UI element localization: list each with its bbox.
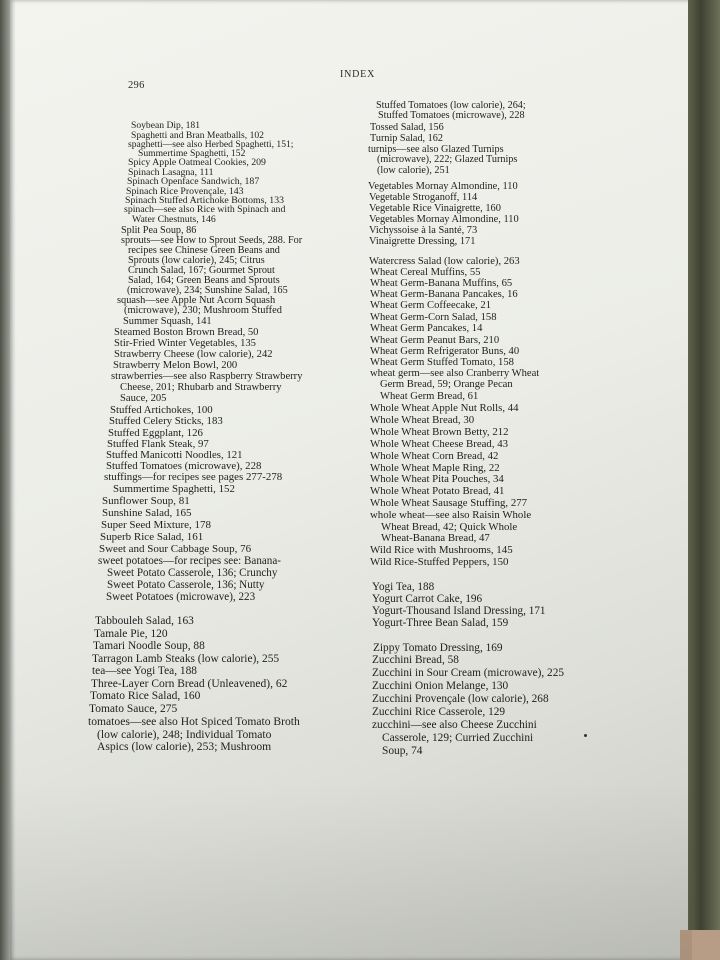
- index-entry: Wheat Cereal Muffins, 55: [370, 267, 481, 278]
- index-entry: Vegetable Stroganoff, 114: [369, 192, 478, 203]
- index-entry: Stuffed Manicotti Noodles, 121: [106, 449, 243, 461]
- index-entry: Spinach Lasagna, 111: [128, 167, 214, 178]
- index-entry: Superb Rice Salad, 161: [100, 531, 204, 543]
- index-entry: sprouts—see How to Sprout Seeds, 288. For: [121, 235, 303, 246]
- index-entry: Spinach Openface Sandwich, 187: [127, 176, 260, 187]
- index-entry: Wheat Germ Peanut Bars, 210: [370, 335, 500, 346]
- index-entry: Cheese, 201; Rhubarb and Strawberry: [120, 382, 282, 393]
- index-entry: Spicy Apple Oatmeal Cookies, 209: [128, 157, 266, 168]
- index-entry: Vegetables Mornay Almondine, 110: [369, 214, 519, 225]
- index-entry: stuffings—for recipes see pages 277-278: [104, 471, 283, 483]
- index-entry: tea—see Yogi Tea, 188: [92, 665, 197, 677]
- index-entry: Zucchini Onion Melange, 130: [372, 680, 509, 692]
- index-entry: Stuffed Tomatoes (microwave), 228: [106, 460, 262, 472]
- index-entry: Casserole, 129; Curried Zucchini: [382, 732, 534, 744]
- index-entry: Whole Wheat Sausage Stuffing, 277: [370, 497, 528, 509]
- index-entry: strawberries—see also Raspberry Strawberry: [111, 371, 303, 382]
- index-entry: Sprouts (low calorie), 245; Citrus: [128, 255, 265, 266]
- index-entry: Spinach Stuffed Artichoke Bottoms, 133: [125, 195, 285, 206]
- index-entry: Zippy Tomato Dressing, 169: [373, 642, 503, 654]
- index-entry: Stuffed Artichokes, 100: [110, 404, 213, 416]
- index-entry: Strawberry Melon Bowl, 200: [113, 360, 238, 371]
- index-entry: Spinach Rice Provençale, 143: [126, 186, 244, 197]
- index-entry: Summer Squash, 141: [123, 316, 212, 327]
- index-entry: (low calorie), 248; Individual Tomato: [97, 728, 272, 741]
- index-entry: zucchini—see also Cheese Zucchini: [372, 719, 537, 731]
- index-entry: Vegetable Rice Vinaigrette, 160: [369, 203, 501, 214]
- index-entry: Whole Wheat Apple Nut Rolls, 44: [370, 402, 519, 414]
- index-entry: Watercress Salad (low calorie), 263: [369, 256, 520, 267]
- index-entry: Whole Wheat Corn Bread, 42: [370, 450, 499, 462]
- index-entry: Tabbouleh Salad, 163: [95, 615, 194, 627]
- index-entry: Whole Wheat Maple Ring, 22: [370, 462, 500, 474]
- index-entry: Whole Wheat Bread, 30: [370, 414, 475, 426]
- index-entry: Stuffed Celery Sticks, 183: [109, 415, 223, 427]
- index-entry: Soup, 74: [382, 745, 423, 757]
- index-entry: squash—see Apple Nut Acorn Squash: [117, 295, 276, 306]
- book-right-edge: [688, 0, 720, 960]
- index-entry: Wheat Germ-Banana Muffins, 65: [370, 278, 513, 289]
- index-entry: Vinaigrette Dressing, 171: [369, 236, 476, 247]
- running-head: INDEX: [340, 69, 376, 80]
- index-entry: tomatoes—see also Hot Spiced Tomato Broth: [88, 715, 300, 728]
- index-entry: Tomato Rice Salad, 160: [90, 690, 201, 702]
- finger-shadow: [680, 930, 720, 960]
- index-entry: Tamari Noodle Soup, 88: [93, 640, 205, 652]
- index-entry: Sunshine Salad, 165: [102, 507, 192, 519]
- index-entry: (microwave), 234; Sunshine Salad, 165: [127, 285, 288, 296]
- index-entry: Strawberry Cheese (low calorie), 242: [114, 349, 273, 360]
- index-entry: Wheat Germ-Corn Salad, 158: [370, 312, 497, 323]
- index-entry: Tarragon Lamb Steaks (low calorie), 255: [92, 653, 280, 665]
- index-entry: Yogurt-Three Bean Salad, 159: [372, 617, 509, 629]
- index-entry: Tamale Pie, 120: [94, 628, 168, 640]
- index-entry: Summertime Spaghetti, 152: [113, 483, 235, 495]
- index-entry: Tomato Sauce, 275: [89, 703, 178, 715]
- index-entry: Steamed Boston Brown Bread, 50: [114, 327, 259, 338]
- index-entry: Salad, 164; Green Beans and Sprouts: [128, 275, 280, 286]
- index-entry: Sauce, 205: [120, 393, 167, 404]
- index-entry: Wild Rice-Stuffed Peppers, 150: [370, 556, 509, 568]
- index-entry: Soybean Dip, 181: [131, 120, 201, 131]
- ink-speck: [584, 734, 587, 737]
- index-entry: Aspics (low calorie), 253; Mushroom: [97, 740, 272, 753]
- index-entry: spinach—see also Rice with Spinach and: [124, 204, 286, 215]
- index-entry: Whole Wheat Cheese Bread, 43: [370, 438, 509, 450]
- index-entry: Zucchini in Sour Cream (microwave), 225: [372, 667, 564, 679]
- index-entry: (microwave), 222; Glazed Turnips: [377, 154, 518, 165]
- index-entry: Spaghetti and Bran Meatballs, 102: [131, 130, 264, 141]
- index-entry: Yogi Tea, 188: [372, 581, 435, 593]
- index-entry: Stuffed Tomatoes (low calorie), 264;: [376, 100, 526, 111]
- index-entry: Sweet Potato Casserole, 136; Crunchy: [107, 567, 278, 579]
- index-entry: Wheat Germ Bread, 61: [380, 391, 479, 402]
- index-entry: Germ Bread, 59; Orange Pecan: [380, 379, 513, 390]
- index-entry: Whole Wheat Potato Bread, 41: [370, 485, 505, 497]
- index-entry: Water Chestnuts, 146: [132, 214, 216, 225]
- index-entry: Wheat-Banana Bread, 47: [381, 532, 490, 544]
- index-entry: Sweet and Sour Cabbage Soup, 76: [99, 543, 252, 555]
- index-entry: recipes see Chinese Green Beans and: [128, 245, 280, 256]
- index-entry: Whole Wheat Pita Pouches, 34: [370, 473, 504, 485]
- index-entry: Super Seed Mixture, 178: [101, 519, 211, 531]
- index-entry: Three-Layer Corn Bread (Unleavened), 62: [91, 678, 288, 690]
- index-entry: Wheat Germ Stuffed Tomato, 158: [370, 357, 514, 368]
- index-entry: Tossed Salad, 156: [370, 122, 444, 133]
- page-number: 296: [128, 80, 145, 91]
- index-entry: (microwave), 230; Mushroom Stuffed: [124, 305, 282, 316]
- index-entry: Wheat Germ Coffeecake, 21: [370, 300, 491, 311]
- index-entry: Wheat Germ Pancakes, 14: [370, 323, 483, 334]
- index-entry: Sweet Potato Casserole, 136; Nutty: [107, 579, 265, 591]
- index-entry: Whole Wheat Brown Betty, 212: [370, 426, 509, 438]
- index-entry: Split Pea Soup, 86: [121, 225, 197, 236]
- index-entry: Crunch Salad, 167; Gourmet Sprout: [128, 265, 275, 276]
- index-entry: Stuffed Flank Steak, 97: [107, 438, 209, 450]
- index-entry: Sweet Potatoes (microwave), 223: [106, 591, 256, 603]
- index-entry: turnips—see also Glazed Turnips: [368, 144, 504, 155]
- index-entry: sweet potatoes—for recipes see: Banana-: [98, 555, 281, 567]
- index-entry: Vegetables Mornay Almondine, 110: [368, 181, 518, 192]
- index-entry: Stir-Fried Winter Vegetables, 135: [114, 338, 256, 349]
- index-entry: Zucchini Rice Casserole, 129: [372, 706, 506, 718]
- index-entry: Zucchini Provençale (low calorie), 268: [372, 693, 549, 705]
- index-entry: wheat germ—see also Cranberry Wheat: [370, 368, 540, 379]
- index-entry: Vichyssoise à la Santé, 73: [369, 225, 478, 236]
- index-entry: Summertime Spaghetti, 152: [138, 148, 246, 159]
- index-entry: Zucchini Bread, 58: [372, 654, 459, 666]
- index-entry: spaghetti—see also Herbed Spaghetti, 151;: [128, 139, 294, 150]
- index-entry: (low calorie), 251: [377, 165, 450, 176]
- index-entry: whole wheat—see also Raisin Whole: [370, 509, 532, 521]
- index-entry: Wild Rice with Mushrooms, 145: [370, 544, 513, 556]
- index-entry: Yogurt-Thousand Island Dressing, 171: [372, 605, 546, 617]
- index-entry: Yogurt Carrot Cake, 196: [372, 593, 483, 605]
- index-entry: Wheat Germ-Banana Pancakes, 16: [370, 289, 518, 300]
- index-entry: Stuffed Tomatoes (microwave), 228: [378, 110, 525, 121]
- index-entry: Stuffed Eggplant, 126: [108, 427, 203, 439]
- index-entry: Wheat Germ Refrigerator Buns, 40: [370, 346, 520, 357]
- index-entry: Sunflower Soup, 81: [102, 495, 190, 507]
- index-entry: Turnip Salad, 162: [370, 133, 443, 144]
- index-entry: Wheat Bread, 42; Quick Whole: [381, 521, 518, 533]
